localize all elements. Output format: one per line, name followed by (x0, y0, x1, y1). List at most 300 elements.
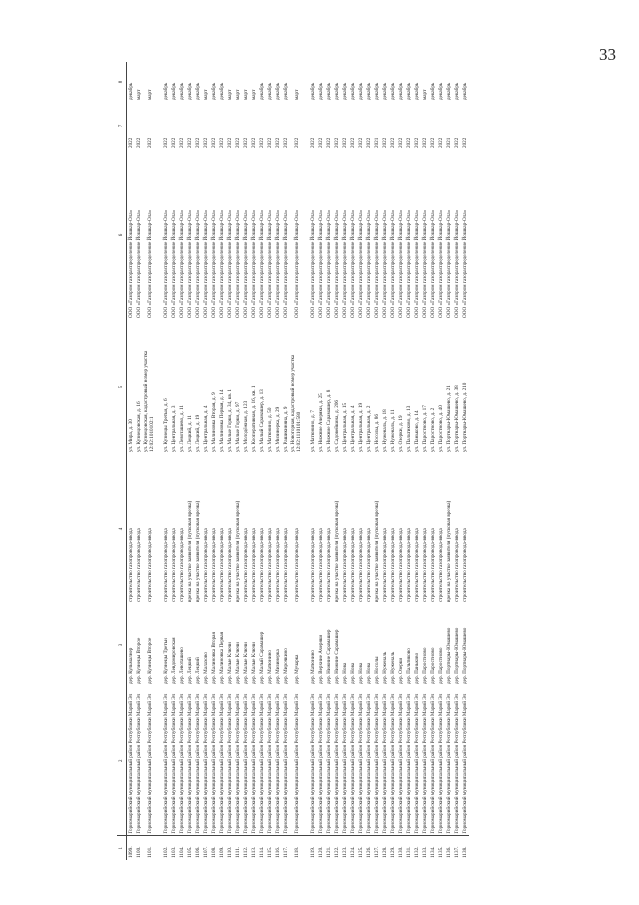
owner-cell: ООО «Газпром газораспределение Йошкар-Ола» (267, 209, 273, 318)
district-cell: Горномарийский муниципальный район Республики Марий Эл (406, 693, 412, 834)
owner-cell: ООО «Газпром газораспределение Йошкар-Ола» (382, 209, 388, 318)
work-cell: строительство газопровода-ввода (414, 528, 420, 602)
address-cell: ул. Садовейкина, д. 206 (334, 399, 340, 452)
year-cell: 2022 (310, 137, 316, 148)
work-cell: строительство газопровода-ввода (382, 528, 388, 602)
work-cell: врезка на участке заявителя (пусковая врезка) (187, 500, 193, 602)
month-cell: декабрь (326, 82, 332, 100)
district-cell: Горномарийский муниципальный район Республики Марий Эл (374, 693, 380, 834)
district-cell: Горномарийский муниципальный район Республики Марий Эл (334, 693, 340, 834)
month-cell: декабрь (414, 82, 420, 100)
table-row (325, 62, 333, 860)
work-cell: строительство газопровода-ввода (342, 528, 348, 602)
table-row (178, 62, 186, 860)
row-number: 1136. (445, 836, 453, 860)
owner-cell: ООО «Газпром газораспределение Йошкар-Ола» (326, 209, 332, 318)
district-cell: Горномарийский муниципальный район Республики Марий Эл (382, 693, 388, 834)
district-cell: Горномарийский муниципальный район Республики Марий Эл (259, 693, 265, 834)
table-row (202, 62, 210, 860)
month-cell: декабрь (462, 82, 468, 100)
month-cell: декабрь (334, 82, 340, 100)
table-row (373, 62, 381, 860)
owner-cell: ООО «Газпром газораспределение Йошкар-Ола» (366, 209, 372, 318)
owner-cell: ООО «Газпром газораспределение Йошкар-Ола» (203, 209, 209, 318)
district-cell: Горномарийский муниципальный район Республики Марий Эл (146, 693, 153, 834)
year-cell: 2022 (438, 137, 444, 148)
row-number: 1112. (242, 836, 250, 860)
year-cell: 2022 (211, 137, 217, 148)
owner-cell: ООО «Газпром газораспределение Йошкар-Ола» (187, 209, 193, 318)
month-cell: декабрь (128, 82, 134, 100)
settlement-cell: дер. Пальтиково (406, 648, 412, 684)
owner-cell: ООО «Газпром газораспределение Йошкар-Ола» (310, 209, 316, 318)
owner-cell: ООО «Газпром газораспределение Йошкар-Ола» (195, 209, 201, 318)
table-row (317, 62, 325, 860)
owner-cell: ООО «Газпром газораспределение Йошкар-Ола» (171, 209, 177, 318)
address-cell: ул. Пальтиково, д. 13 (406, 405, 412, 452)
gasification-table (117, 62, 469, 860)
month-cell: декабрь (267, 82, 273, 100)
address-cell: ул. Левоташево, д. 11 (179, 404, 185, 452)
table-row (194, 62, 202, 860)
year-cell: 2022 (293, 137, 300, 148)
table-row (453, 62, 461, 860)
table-row (290, 62, 303, 860)
table-row (389, 62, 397, 860)
settlement-cell: дер. Мирочкино (283, 648, 289, 684)
table-row (341, 62, 349, 860)
settlement-cell: дер. Нижние Сарамашер (326, 629, 332, 684)
year-cell: 2022 (146, 137, 153, 148)
work-cell: строительство газопровода-ввода (163, 528, 169, 602)
address-cell: ул. Паньково, д. 14 (414, 410, 420, 452)
settlement-cell: дер. Лецкий (195, 657, 201, 684)
table-row (445, 62, 453, 860)
rotated-table-container (117, 62, 573, 860)
month-cell: декабрь (171, 82, 177, 100)
address-cell: ул. Нуженаль, д. 11 (390, 409, 396, 452)
work-cell: врезка на участке заявителя (пусковая врезка) (195, 500, 201, 602)
district-cell: Горномарийский муниципальный район Республики Марий Эл (251, 693, 257, 834)
work-cell: строительство газопровода-ввода (454, 528, 460, 602)
year-cell: 2022 (430, 137, 436, 148)
table-row (127, 62, 136, 860)
district-cell: Горномарийский муниципальный район Республики Марий Эл (235, 693, 241, 834)
table-row (218, 62, 226, 860)
column-header-8: 8 (117, 62, 127, 102)
month-cell: март (146, 89, 153, 100)
table-row (429, 62, 437, 860)
row-number: 1126. (365, 836, 373, 860)
district-cell: Горномарийский муниципальный район Республики Марий Эл (342, 693, 348, 834)
work-cell: строительство газопровода-ввода (259, 528, 265, 602)
month-cell: декабрь (406, 82, 412, 100)
district-cell: Горномарийский муниципальный район Республики Марий Эл (414, 693, 420, 834)
month-cell: декабрь (275, 82, 281, 100)
work-cell: строительство газопровода-ввода (326, 528, 332, 602)
owner-cell: ООО «Газпром газораспределение Йошкар-Ола» (390, 209, 396, 318)
row-number: 1113. (250, 836, 258, 860)
row-number: 1135. (437, 836, 445, 860)
settlement-cell: дер. Малые Ключи (243, 642, 249, 684)
month-cell: март (243, 89, 249, 100)
month-cell: декабрь (195, 82, 201, 100)
table-row (309, 62, 317, 860)
row-number: 1114. (258, 836, 266, 860)
month-cell: декабрь (374, 82, 380, 100)
table-row (333, 62, 341, 860)
address-cell: ул. Кузнецовская, д. 16 (136, 401, 142, 452)
work-cell: строительство газопровода-ввода (462, 528, 468, 602)
settlement-cell: дер. Нуженаль (390, 651, 396, 684)
settlement-cell: дер. Носолы (374, 656, 380, 684)
row-number: 1137. (453, 836, 461, 860)
work-cell: строительство газопровода-ввода (430, 528, 436, 602)
month-cell: декабрь (366, 82, 372, 100)
table-row (405, 62, 413, 860)
work-cell: строительство газопровода-ввода (310, 528, 316, 602)
work-cell: строительство газопровода-ввода (366, 528, 372, 602)
address-cell: ул. Паростново, д. 40 (438, 405, 444, 452)
owner-cell: ООО «Газпром газораспределение Йошкар-Ола» (219, 209, 225, 318)
settlement-cell: дер. Левдомировская (171, 637, 177, 684)
month-cell: декабрь (350, 82, 356, 100)
district-cell: Горномарийский муниципальный район Республики Марий Эл (163, 693, 169, 834)
settlement-cell: дер. Кульмалнер (128, 647, 134, 684)
month-cell: декабрь (398, 82, 404, 100)
settlement-cell: дер. Кузнецы Второе (136, 637, 142, 684)
table-row (397, 62, 405, 860)
district-cell: Горномарийский муниципальный район Республики Марий Эл (267, 693, 273, 834)
work-cell: строительство газопровода-ввода (350, 528, 356, 602)
year-cell: 2022 (235, 137, 241, 148)
address-cell: ул. Нижние Ачеряки, д. 25 (318, 393, 324, 452)
owner-cell: ООО «Газпром газораспределение Йошкар-Ола» (462, 209, 468, 318)
owner-cell: ООО «Газпром газораспределение Йошкар-Ола» (454, 209, 460, 318)
month-cell: декабрь (283, 82, 289, 100)
settlement-cell: дер. Паньково (414, 652, 420, 684)
row-number: 1111. (234, 836, 242, 860)
settlement-cell: дер. Кузнецы Второе (146, 637, 153, 684)
owner-cell: ООО «Газпром газораспределение Йошкар-Ола» (275, 209, 281, 318)
row-number: 1122. (333, 836, 341, 860)
address-cell: ул. Новогорная, кадастровый номер участка 12:02:1110101:580 (290, 354, 302, 452)
owner-cell: ООО «Газпром газораспределение Йошкар-Ола» (146, 209, 153, 318)
table-body (127, 62, 470, 860)
table-row (357, 62, 365, 860)
district-cell: Горномарийский муниципальный район Республики Марий Эл (446, 693, 452, 834)
address-cell: ул. Центральная, д. 4 (350, 405, 356, 452)
row-number: 1130. (397, 836, 405, 860)
work-cell: врезка на участке заявителя (пусковая врезка) (374, 500, 380, 602)
address-cell: ул. Малые Горки, д. 34, кв. 1 (227, 389, 233, 452)
work-cell: строительство газопровода-ввода (318, 528, 324, 602)
address-cell: ул. Центральная, д. 19 (358, 402, 364, 452)
year-cell: 2022 (454, 137, 460, 148)
address-cell: ул. Малые Горки, д. 97 (235, 401, 241, 452)
month-cell: март (293, 89, 300, 100)
table-row (242, 62, 250, 860)
year-cell: 2022 (179, 137, 185, 148)
owner-cell: ООО «Газпром газораспределение Йошкар-Ола» (179, 209, 185, 318)
table-row (186, 62, 194, 860)
work-cell: строительство газопровода-ввода (293, 528, 300, 602)
settlement-cell: дер. Малиновка Вторая (211, 632, 217, 684)
settlement-cell: дер. Паростново (430, 647, 436, 684)
month-cell: декабрь (390, 82, 396, 100)
month-cell: декабрь (430, 82, 436, 100)
month-cell: декабрь (211, 82, 217, 100)
month-cell: декабрь (358, 82, 364, 100)
row-number: 1124. (349, 836, 357, 860)
settlement-cell: дер. Верхние Ачеряки (318, 634, 324, 684)
table-row (349, 62, 357, 860)
work-cell: строительство газопровода-ввода (128, 528, 134, 602)
address-cell: ул. Малиновка Вторая, д. 9 (211, 392, 217, 452)
work-cell: врезка на участке заявителя (пусковая врезка) (446, 500, 452, 602)
work-cell: строительство газопровода-ввода (211, 528, 217, 602)
address-cell: ул. Портнары-Юмашево, д. 21 (446, 385, 452, 452)
settlement-cell: дер. Нова (342, 662, 348, 684)
table-row (413, 62, 421, 860)
column-header-4: 4 (117, 454, 127, 604)
year-cell: 2022 (267, 137, 273, 148)
row-number: 1108. (210, 836, 218, 860)
address-cell: ул. Паростново, д. 2 (430, 407, 436, 452)
address-cell: ул. Малый Сарамашер, д. 13 (259, 389, 265, 452)
column-header-7: 7 (117, 102, 127, 150)
month-cell: декабрь (219, 82, 225, 100)
owner-cell: ООО «Газпром газораспределение Йошкар-Ола» (318, 209, 324, 318)
table-row (226, 62, 234, 860)
table-row (274, 62, 282, 860)
row-number: 1133. (421, 836, 429, 860)
row-number: 1116. (274, 836, 282, 860)
table-row (234, 62, 242, 860)
owner-cell: ООО «Газпром газораспределение Йошкар-Ола» (374, 209, 380, 318)
work-cell: строительство газопровода-ввода (275, 528, 281, 602)
owner-cell: ООО «Газпром газораспределение Йошкар-Ола» (358, 209, 364, 318)
row-number: 1109. (218, 836, 226, 860)
address-cell: ул. Кузнецовская, кадастровый номер участка 12:02:1010102:1 (143, 350, 155, 452)
district-cell: Горномарийский муниципальный район Республики Марий Эл (318, 693, 324, 834)
column-header-3: 3 (117, 604, 127, 686)
address-cell: ул. Матюнино, д. 7 (310, 410, 316, 452)
settlement-cell: дер. Малахово (203, 652, 209, 684)
work-cell: врезка на участке заявителя (пусковая врезка) (334, 500, 340, 602)
address-cell: ул. Мира, д. 30 (128, 419, 134, 452)
year-cell: 2021 (446, 137, 452, 148)
settlement-cell: дер. Малиновка Первая (219, 631, 225, 684)
table-row (421, 62, 429, 860)
district-cell: Горномарийский муниципальный район Республики Марий Эл (211, 693, 217, 834)
year-cell: 2022 (219, 137, 225, 148)
district-cell: Горномарийский муниципальный район Республики Марий Эл (462, 693, 468, 834)
month-cell: декабрь (454, 82, 460, 100)
year-cell: 2022 (227, 137, 233, 148)
settlement-cell: дер. Лецкий (187, 657, 193, 684)
row-number: 1132. (413, 836, 421, 860)
district-cell: Горномарийский муниципальный район Республики Марий Эл (275, 693, 281, 834)
work-cell: строительство газопровода-ввода (422, 528, 428, 602)
row-number: 1121. (325, 836, 333, 860)
year-cell: 2022 (414, 137, 420, 148)
owner-cell: ООО «Газпром газораспределение Йошкар-Ола» (211, 209, 217, 318)
year-cell: 2022 (366, 137, 372, 148)
month-cell: декабрь (446, 82, 452, 100)
year-cell: 2022 (171, 137, 177, 148)
district-cell: Горномарийский муниципальный район Республики Марий Эл (187, 693, 193, 834)
row-number: 1123. (341, 836, 349, 860)
address-cell: ул. Лецкий, д. 11 (187, 414, 193, 452)
work-cell: строительство газопровода-ввода (171, 528, 177, 602)
district-cell: Горномарийский муниципальный район Республики Марий Эл (358, 693, 364, 834)
table-row (461, 62, 469, 860)
district-cell: Горномарийский муниципальный район Республики Марий Эл (243, 693, 249, 834)
address-cell: ул. Малиновка Первая, д. 14 (219, 389, 225, 452)
district-cell: Горномарийский муниципальный район Республики Марий Эл (195, 693, 201, 834)
year-cell: 2022 (283, 137, 289, 148)
address-cell: ул. Портнары-Юмашево, д. 38 (454, 385, 460, 452)
row-number: 1102. (162, 836, 170, 860)
work-cell: строительство газопровода-ввода (203, 528, 209, 602)
work-cell: строительство газопровода-ввода (219, 528, 225, 602)
settlement-cell: дер. Мизинерка (275, 649, 281, 684)
settlement-cell: дер. Озерки (398, 657, 404, 684)
column-header-5: 5 (117, 320, 127, 454)
page-number: 33 (599, 45, 616, 64)
month-cell: март (235, 89, 241, 100)
month-cell: декабрь (438, 82, 444, 100)
table-row (381, 62, 389, 860)
district-cell: Горномарийский муниципальный район Республики Марий Эл (136, 693, 142, 834)
settlement-cell: дер. Мучарка (293, 654, 300, 684)
owner-cell: ООО «Газпром газораспределение Йошкар-Ола» (414, 209, 420, 318)
table-row (282, 62, 290, 860)
work-cell: строительство газопровода-ввода (146, 528, 153, 602)
year-cell: 2022 (275, 137, 281, 148)
column-header-1: 1 (117, 836, 127, 860)
address-cell: ул. Кооперативная, д. 16, кв. 1 (251, 385, 257, 452)
owner-cell: ООО «Газпром газораспределение Йошкар-Ола» (283, 209, 289, 318)
owner-cell: ООО «Газпром газораспределение Йошкар-Ола» (430, 209, 436, 318)
address-cell: ул. Матюнино, д. 50 (267, 407, 273, 452)
owner-cell: ООО «Газпром газораспределение Йошкар-Ола» (398, 209, 404, 318)
address-cell: ул. Озерки, д. 19 (398, 415, 404, 452)
address-cell: ул. Лецкий, д. 19 (195, 414, 201, 452)
row-number: 1105. (186, 836, 194, 860)
district-cell: Горномарийский муниципальный район Республики Марий Эл (366, 693, 372, 834)
address-cell: ул. Носолы, д. 86 (374, 414, 380, 452)
year-cell: 2022 (398, 137, 404, 148)
owner-cell: ООО «Газпром газораспределение Йошкар-Ола» (422, 209, 428, 318)
work-cell: строительство газопровода-ввода (251, 528, 257, 602)
row-number: 1118. (290, 836, 303, 860)
row-number: 1127. (373, 836, 381, 860)
row-number: 1138. (461, 836, 469, 860)
work-cell: строительство газопровода-ввода (243, 528, 249, 602)
row-number: 1129. (389, 836, 397, 860)
header-row (117, 62, 127, 860)
address-cell: ул. Центральная, д. 3 (171, 405, 177, 452)
work-cell: строительство газопровода-ввода (136, 528, 142, 602)
row-number: 1120. (317, 836, 325, 860)
settlement-cell: дер. Портнары-Юмашево (454, 627, 460, 684)
address-cell: ул. Молодёжная, д. 123 (243, 400, 249, 452)
work-cell: строительство газопровода-ввода (390, 528, 396, 602)
year-cell: 2022 (318, 137, 324, 148)
month-cell: март (203, 89, 209, 100)
district-cell: Горномарийский муниципальный район Республики Марий Эл (438, 693, 444, 834)
settlement-cell: дер. Матюнино (310, 650, 316, 684)
district-cell: Горномарийский муниципальный район Республики Марий Эл (171, 693, 177, 834)
year-cell: 2022 (128, 137, 134, 148)
work-cell: строительство газопровода-ввода (406, 528, 412, 602)
owner-cell: ООО «Газпром газораспределение Йошкар-Ола» (446, 209, 452, 318)
row-number: 1134. (429, 836, 437, 860)
table-row (143, 62, 156, 860)
row-number: 1125. (357, 836, 365, 860)
work-cell: строительство газопровода-ввода (179, 528, 185, 602)
owner-cell: ООО «Газпром газораспределение Йошкар-Ола» (136, 209, 142, 318)
month-cell: декабрь (163, 82, 169, 100)
table-row (266, 62, 274, 860)
year-cell: 2021 (374, 137, 380, 148)
month-cell: декабрь (342, 82, 348, 100)
year-cell: 2022 (136, 137, 142, 148)
address-cell: ул. Паростново, д. 17 (422, 405, 428, 452)
year-cell: 2022 (390, 137, 396, 148)
year-cell: 2022 (187, 137, 193, 148)
district-cell: Горномарийский муниципальный район Республики Марий Эл (293, 693, 300, 834)
settlement-cell: дер. Нова (366, 662, 372, 684)
settlement-cell: дер. Нижние Сарамашер (334, 629, 340, 684)
year-cell: 2022 (406, 137, 412, 148)
year-cell: 2022 (342, 137, 348, 148)
owner-cell: ООО «Газпром газораспределение Йошкар-Ола» (342, 209, 348, 318)
settlement-cell: дер. Матюнино (267, 650, 273, 684)
district-cell: Горномарийский муниципальный район Республики Марий Эл (219, 693, 225, 834)
settlement-cell: дер. Портнары-Юмашево (462, 627, 468, 684)
year-cell: 2022 (195, 137, 201, 148)
work-cell: строительство газопровода-ввода (227, 528, 233, 602)
settlement-cell: дер. Портнары-Юмашево (446, 627, 452, 684)
owner-cell: ООО «Газпром газораспределение Йошкар-Ола» (251, 209, 257, 318)
settlement-cell: дер. Нуженаль (382, 651, 388, 684)
district-cell: Горномарийский муниципальный район Республики Марий Эл (310, 693, 316, 834)
month-cell: март (227, 89, 233, 100)
month-cell: декабрь (259, 82, 265, 100)
year-cell: 2022 (163, 137, 169, 148)
owner-cell: ООО «Газпром газораспределение Йошкар-Ола» (350, 209, 356, 318)
row-number: 1101. (143, 836, 156, 860)
settlement-cell: дер. Нова (358, 662, 364, 684)
year-cell: 2022 (326, 137, 332, 148)
district-cell: Горномарийский муниципальный район Республики Марий Эл (227, 693, 233, 834)
work-cell: строительство газопровода-ввода (438, 528, 444, 602)
address-cell: ул. Рашикиняна, д. 9 (283, 406, 289, 452)
owner-cell: ООО «Газпром газораспределение Йошкар-Ола» (128, 209, 134, 318)
district-cell: Горномарийский муниципальный район Республики Марий Эл (350, 693, 356, 834)
district-cell: Горномарийский муниципальный район Республики Марий Эл (283, 693, 289, 834)
settlement-cell: дер. Малые Ключи (235, 642, 241, 684)
owner-cell: ООО «Газпром газораспределение Йошкар-Ола» (243, 209, 249, 318)
district-cell: Горномарийский муниципальный район Республики Марий Эл (454, 693, 460, 834)
owner-cell: ООО «Газпром газораспределение Йошкар-Ола» (438, 209, 444, 318)
year-cell: 2022 (462, 137, 468, 148)
year-cell: 2022 (243, 137, 249, 148)
work-cell: строительство газопровода-ввода (267, 528, 273, 602)
